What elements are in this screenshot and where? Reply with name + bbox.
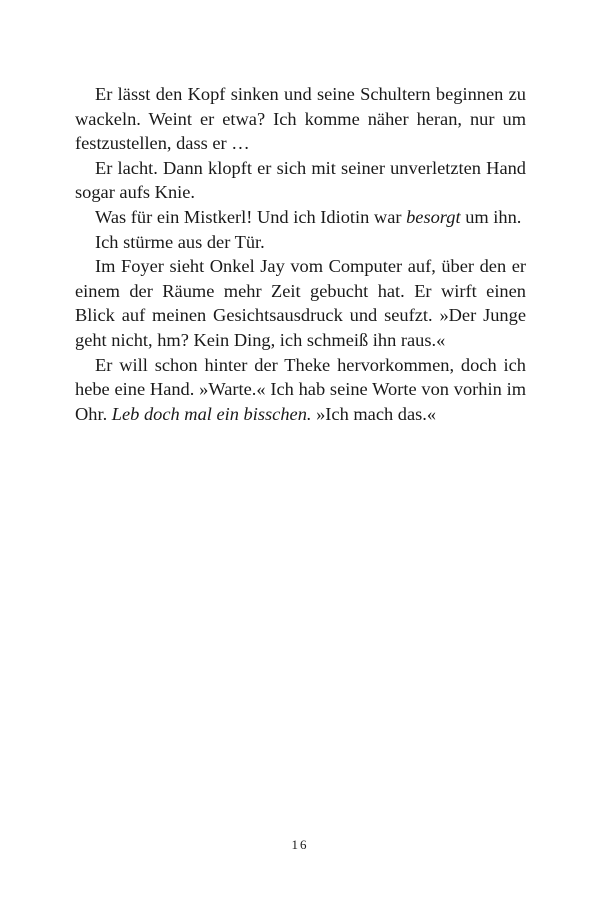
paragraph xyxy=(75,230,526,255)
paragraph xyxy=(75,254,526,352)
emphasis-text: Leb doch mal ein bisschen. xyxy=(111,403,312,424)
paragraph xyxy=(75,353,526,427)
text-segment: um ihn. xyxy=(460,206,522,227)
text-segment: »Ich mach das.« xyxy=(311,403,437,424)
text-segment: Er lässt den Kopf sinken und seine Schultern beginnen zu wackeln. Weint er etwa? Ich komme näher heran, nur um festzustellen, dass er … xyxy=(75,84,526,154)
text-segment: Er lacht. Dann klopft er sich mit seiner unverletzten Hand sogar aufs Knie. xyxy=(75,157,526,203)
paragraph xyxy=(75,82,526,156)
text-segment: Was für ein Mistkerl! Und ich Idiotin war xyxy=(95,206,407,227)
page-number: 16 xyxy=(291,837,309,852)
text-segment: Im Foyer sieht Onkel Jay vom Computer auf, über den er einem der Räume mehr Zeit gebucht hat. Er wirft einen Blick auf meinen Gesichtsausdruck und seufzt. »Der Junge geht nicht, hm? Kein Ding, ich schmeiß ihn raus.« xyxy=(75,256,526,350)
emphasis-text: besorgt xyxy=(406,206,461,227)
paragraph xyxy=(75,156,526,205)
text-segment: Er will schon hinter der Theke hervorkommen, doch ich hebe eine Hand. »Warte.« Ich hab seine Worte von vorhin im Ohr. xyxy=(75,354,526,424)
paragraph xyxy=(75,205,526,230)
body-text xyxy=(75,82,526,426)
text-segment: Ich stürme aus der Tür. xyxy=(95,231,265,252)
